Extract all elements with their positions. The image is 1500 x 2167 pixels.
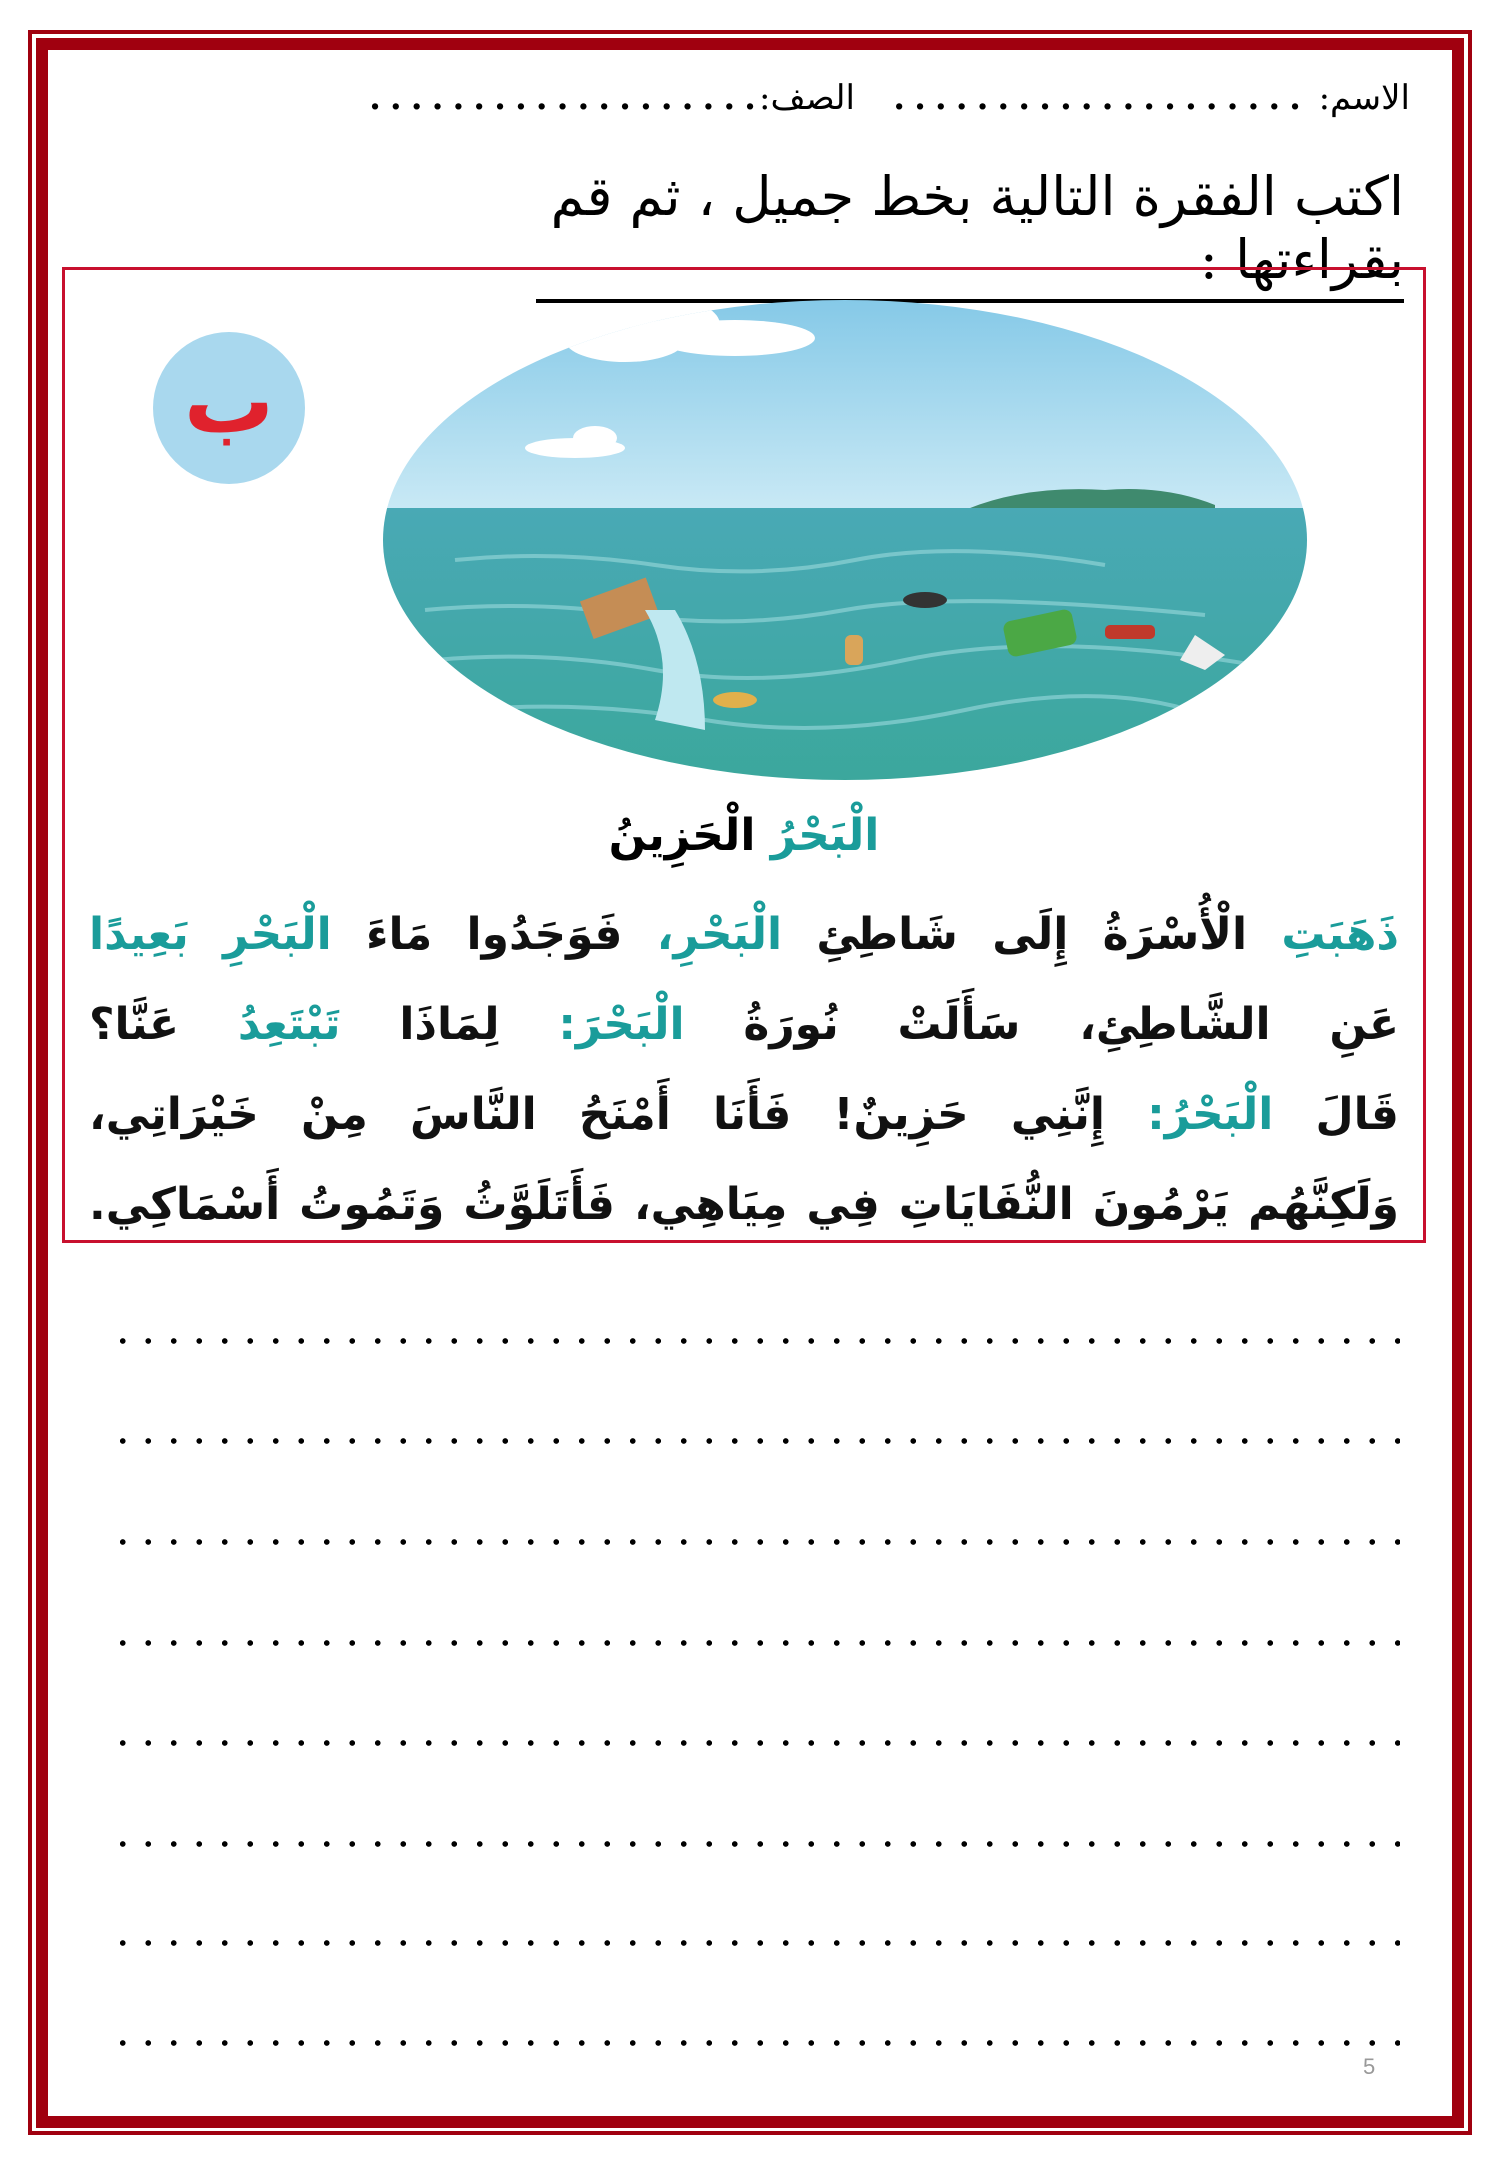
bottle-icon xyxy=(1105,625,1155,639)
polluted-sea-illustration xyxy=(183,280,1315,800)
paragraph-text: الْأُسْرَةُ إِلَى شَاطِئِ xyxy=(816,909,1248,960)
class-field[interactable]: ................... xyxy=(369,78,765,118)
student-info-header xyxy=(130,78,1410,128)
paragraph-text: عَنَّا؟ xyxy=(89,999,180,1050)
writing-line[interactable] xyxy=(110,1738,1400,1748)
paragraph-line xyxy=(89,1070,1399,1160)
paragraph-text: عَنِ الشَّاطِئِ، سَأَلَتْ نُورَةُ xyxy=(743,999,1399,1050)
story-title-word: الْحَزِينُ xyxy=(608,810,756,861)
badge-letter: ب xyxy=(183,349,275,454)
paragraph-text: الْبَحْرِ، xyxy=(656,909,783,960)
writing-line[interactable] xyxy=(110,1839,1400,1849)
paragraph-text: تَبْتَعِدُ xyxy=(237,999,341,1050)
paragraph-text: لِمَاذَا xyxy=(399,999,500,1050)
name-label: الاسم: xyxy=(1318,78,1410,118)
bottle-icon xyxy=(845,635,863,665)
writing-line[interactable] xyxy=(110,1938,1400,1948)
reading-passage-box xyxy=(62,267,1426,1243)
page-number: 5 xyxy=(1363,2054,1376,2079)
name-field[interactable]: .................... xyxy=(893,78,1310,118)
paragraph-line xyxy=(89,890,1399,980)
paragraph-text: فَوَجَدُوا مَاءَ xyxy=(366,909,623,960)
paragraph-text: ذَهَبَتِ xyxy=(1281,909,1399,960)
letter-badge xyxy=(153,332,305,484)
paragraph-text: الْبَحْرِ بَعِيدًا xyxy=(89,909,332,960)
writing-line[interactable] xyxy=(110,2038,1400,2048)
paragraph-text: الْبَحْرُ: xyxy=(1147,1089,1274,1140)
paragraph-text: الْبَحْرَ: xyxy=(558,999,685,1050)
story-title xyxy=(65,810,1423,861)
paragraph-text: وَلَكِنَّهُم يَرْمُونَ النُّفَايَاتِ فِي مِيَاهِي، فَأَتَلَوَّثُ وَتَمُوتُ أَسْمَاكِي. xyxy=(89,1179,1399,1230)
writing-line[interactable] xyxy=(110,1537,1400,1547)
paragraph-line xyxy=(89,1160,1399,1250)
paragraph-text: قَالَ xyxy=(1315,1089,1399,1140)
writing-line[interactable] xyxy=(110,1336,1400,1346)
paragraph-line xyxy=(89,980,1399,1070)
writing-line[interactable] xyxy=(110,1638,1400,1648)
story-paragraph xyxy=(89,890,1399,1250)
paragraph-text: إِنَّنِي حَزِينٌ! فَأَنَا أَمْنَحُ النَّاسَ مِنْ خَيْرَاتِي، xyxy=(89,1089,1105,1140)
writing-line[interactable] xyxy=(110,1436,1400,1446)
instruction-heading: اكتب الفقرة التالية بخط جميل ، ثم قم بقراءتها : xyxy=(536,165,1404,303)
story-title-word: الْبَحْرُ xyxy=(770,810,880,861)
class-label: الصف: xyxy=(759,78,855,118)
tire-icon xyxy=(903,592,947,608)
